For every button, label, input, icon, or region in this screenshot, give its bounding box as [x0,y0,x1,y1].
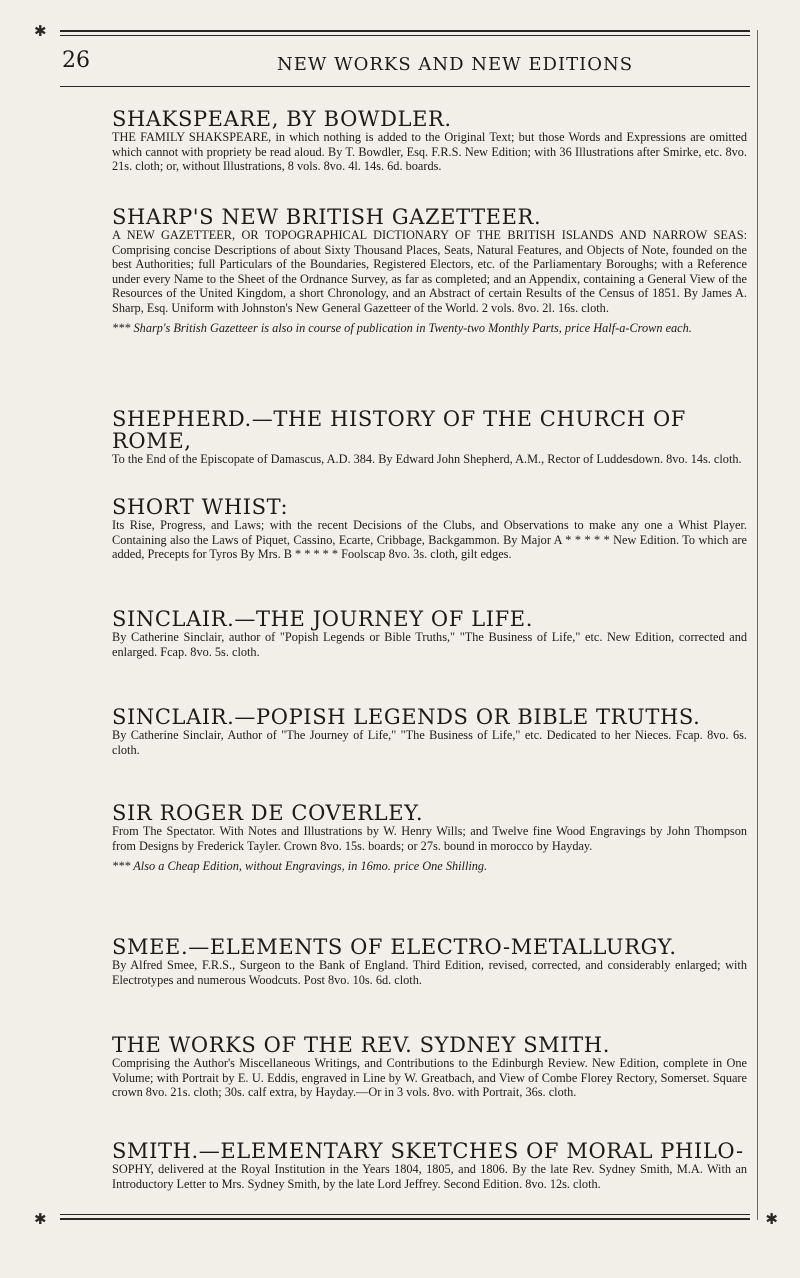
entry-body: By Catherine Sinclair, Author of "The Journey of Life," "The Business of Life," etc. Dedicated to her Nieces. Fcap. 8vo. 6s. cloth. [112,728,747,757]
entry-body: By Catherine Sinclair, author of "Popish Legends or Bible Truths," "The Business of Life," etc. New Edition, corrected and enlarged. Fcap. 8vo. 5s. cloth. [112,630,747,659]
entry-body: A NEW GAZETTEER, OR TOPOGRAPHICAL DICTIONARY OF THE BRITISH ISLANDS AND NARROW SEAS: Comprising concise Descriptions of about Sixty Thousand Places, Seats, Natural Features, and Objects of Note, founded on the best Authorities; full Particulars of the Boundaries, Registered Electors, etc. of the Parliamentary Boroughs; with a Reference under every Name to the Sheet of the Ordnance Survey, as far as completed; and an Appendix, containing a General View of the Resources of the United Kingdom, a short Chronology, and an Abstract of certain Results of the Census of 1851. By James A. Sharp, Esq. Uniform with Johnston's New General Gazetteer of the World. 2 vols. 8vo. 2l. 16s. cloth. [112,228,747,315]
entry-title: SMEE.—ELEMENTS OF ELECTRO-METALLURGY. [112,935,677,959]
entry-body: SOPHY, delivered at the Royal Institution in the Years 1804, 1805, and 1806. By the late Rev. Sydney Smith, M.A. With an Introductory Letter to Mrs. Sydney Smith, by the late Lord Jeffrey. Second Edition. 8vo. 12s. cloth. [112,1162,747,1191]
entry-body: By Alfred Smee, F.R.S., Surgeon to the Bank of England. Third Edition, revised, corrected, and considerably enlarged; with Electrotypes and numerous Woodcuts. Post 8vo. 10s. 6d. cloth. [112,958,747,987]
entry-shakspeare [112,108,747,174]
entry-title: SINCLAIR.—POPISH LEGENDS OR BIBLE TRUTHS. [112,705,701,729]
entry-note: *** Also a Cheap Edition, without Engravings, in 16mo. price One Shilling. [112,859,488,873]
entry-body: To the End of the Episcopate of Damascus, A.D. 384. By Edward John Shepherd, A.M., Rector of Luddesdown. 8vo. 14s. cloth. [112,452,742,466]
top-border-rule-inner [60,35,750,36]
entry-title: THE WORKS OF THE REV. SYDNEY SMITH. [112,1033,610,1057]
corner-ornament-icon: ✱ [765,1210,778,1228]
bottom-border-rule-inner [60,1214,750,1215]
entry-title: SHEPHERD.—THE HISTORY OF THE CHURCH OF ROME, [112,407,686,453]
page [34,22,778,1228]
entry-sharp-gazetteer [112,206,747,336]
entry-note: *** Sharp's British Gazetteer is also in course of publication in Twenty-two Monthly Parts, price Half-a-Crown each. [112,321,692,335]
entry-title: SHAKSPEARE, BY BOWDLER. [112,107,452,131]
entry-title: SMITH.—ELEMENTARY SKETCHES OF MORAL PHILO- [112,1139,744,1163]
entry-title: SIR ROGER DE COVERLEY. [112,801,424,825]
entry-roger-de-coverley [112,802,747,874]
entry-title: SHARP'S NEW BRITISH GAZETTEER. [112,205,542,229]
entry-short-whist [112,496,747,562]
corner-ornament-icon: ✱ [34,22,47,40]
entry-body: Comprising the Author's Miscellaneous Writings, and Contributions to the Edinburgh Review. New Edition, complete in One Volume; with Portrait by E. U. Eddis, engraved in Line by W. Greatbach, and View of Combe Florey Rectory, Somerset. Square crown 8vo. 21s. cloth; 30s. calf extra, by Hayday.—Or in 3 vols. 8vo. with Portrait, 36s. cloth. [112,1056,747,1099]
corner-ornament-icon: ✱ [34,1210,47,1228]
page-number: 26 [62,48,90,73]
entry-smith-moral-philosophy [112,1140,747,1191]
running-title: NEW WORKS AND NEW EDITIONS [276,54,634,75]
right-margin-line [757,30,758,1220]
bottom-border-rule [60,1218,750,1220]
entry-sydney-smith-works [112,1034,747,1100]
entry-sinclair-journey [112,608,747,659]
entry-shepherd [112,408,747,467]
entry-body: THE FAMILY SHAKSPEARE, in which nothing is added to the Original Text; but those Words and Expressions are omitted which cannot with propriety be read aloud. By T. Bowdler, Esq. F.R.S. New Edition; with 36 Illustrations after Smirke, etc. 8vo. 21s. cloth; or, without Illustrations, 8 vols. 8vo. 4l. 14s. 6d. boards. [112,130,747,173]
entry-body: Its Rise, Progress, and Laws; with the recent Decisions of the Clubs, and Observations to make any one a Whist Player. Containing also the Laws of Piquet, Cassino, Ecarte, Cribbage, Backgammon. By Major A * * * * * New Edition. To which are added, Precepts for Tyros By Mrs. B * * * * * Foolscap 8vo. 3s. cloth, gilt edges. [112,518,747,561]
entry-body: From The Spectator. With Notes and Illustrations by W. Henry Wills; and Twelve fine Wood Engravings by John Thompson from Designs by Frederick Tayler. Crown 8vo. 15s. boards; or 27s. bound in morocco by Hayday. [112,824,747,853]
entry-smee [112,936,747,987]
top-border-rule [60,30,750,32]
running-header [60,46,750,87]
entry-title: SINCLAIR.—THE JOURNEY OF LIFE. [112,607,534,631]
entry-sinclair-popish [112,706,747,757]
entry-title: SHORT WHIST: [112,495,289,519]
